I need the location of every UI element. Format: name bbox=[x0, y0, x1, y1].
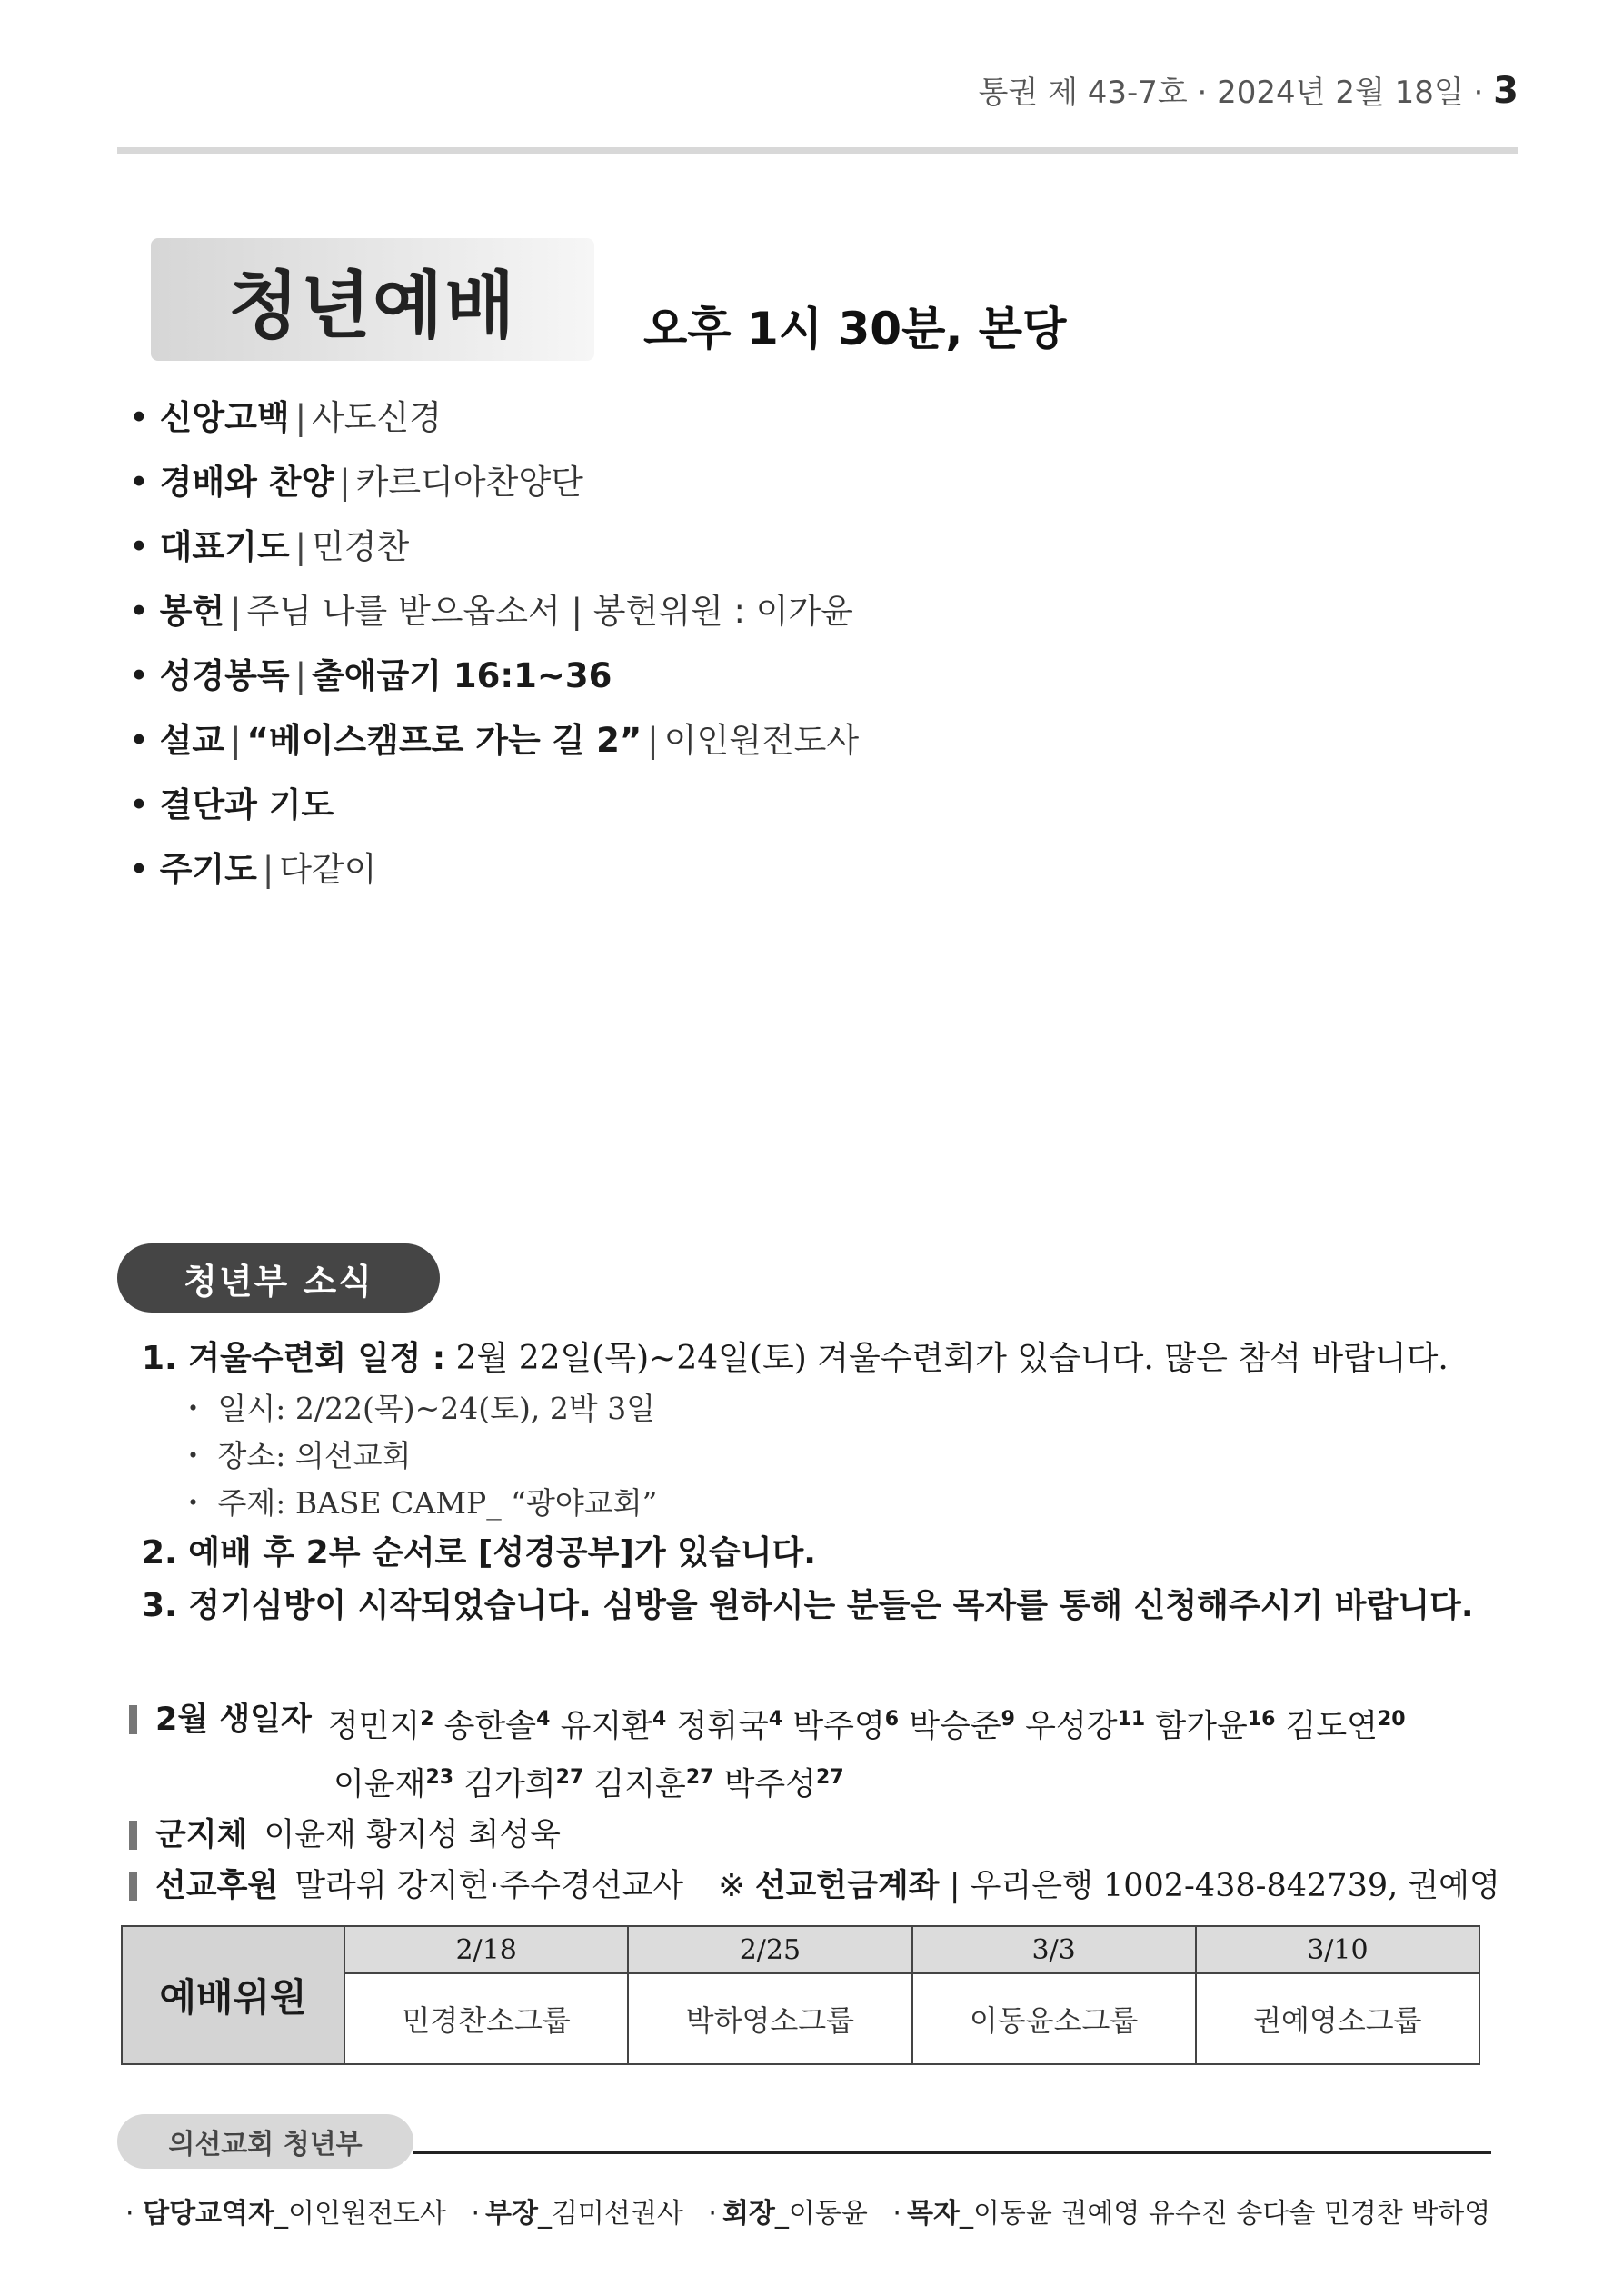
order-item: • 성경봉독 | 출애굽기 16:1~36 bbox=[129, 656, 612, 695]
duty-label: 예배위원 bbox=[122, 1926, 344, 2064]
issue-header bbox=[117, 67, 1518, 112]
order-item: • 설교 | “베이스캠프로 가는 길 2” | 이인원전도사 bbox=[129, 721, 860, 760]
birthday-row bbox=[129, 1694, 1538, 1752]
worship-time-place: 오후 1시 30분, 본당 bbox=[643, 303, 1067, 355]
order-detail: 출애굽기 16:1~36 bbox=[312, 656, 612, 695]
news-item bbox=[142, 1333, 1505, 1385]
account-label: 선교헌금계좌 bbox=[754, 1868, 940, 1905]
account-number: 우리은행 1002-438-842739, 권예영 bbox=[970, 1868, 1500, 1905]
duty-group: 권예영소그룹 bbox=[1196, 1973, 1479, 2064]
duty-date: 2/25 bbox=[628, 1926, 911, 1973]
account-note: ※ 선교헌금계좌 | 우리은행 1002-438-842739, 권예영 bbox=[718, 1868, 1500, 1905]
org-name-pill bbox=[117, 2114, 413, 2169]
order-detail: 카르디아찬양단 bbox=[355, 463, 583, 502]
military-names: 이윤재 황지성 최성욱 bbox=[264, 1817, 561, 1854]
table-row bbox=[122, 1926, 1479, 1973]
mission-names: 말라위 강지헌·주수경선교사 bbox=[294, 1868, 684, 1905]
footer-divider bbox=[413, 2151, 1491, 2154]
news-item: 2. 예배 후 2부 순서로 [성경공부]가 있습니다. bbox=[142, 1534, 816, 1572]
news-subitem: ・ 일시: 2/22(목)~24(토), 2박 3일 bbox=[178, 1391, 656, 1426]
staff-names: _이인원전도사 bbox=[274, 2198, 446, 2230]
duty-group: 이동윤소그룹 bbox=[912, 1973, 1196, 2064]
page-number: 3 bbox=[1493, 70, 1518, 112]
worship-title-box bbox=[151, 238, 594, 361]
staff-names: _이동윤 bbox=[774, 2198, 868, 2230]
order-label: 경배와 찬양 bbox=[159, 463, 334, 502]
order-item: • 주기도 | 다같이 bbox=[129, 850, 377, 889]
order-item: • 대표기도 | 민경찬 bbox=[129, 527, 410, 566]
bullet-bar bbox=[129, 1821, 137, 1850]
order-detail: 다같이 bbox=[279, 850, 377, 889]
order-detail: 민경찬 bbox=[312, 527, 410, 566]
order-label: 주기도 bbox=[159, 850, 257, 889]
order-label: 신앙고백 bbox=[159, 398, 290, 437]
order-label: 성경봉독 bbox=[159, 656, 290, 695]
news-item: 3. 정기심방이 시작되었습니다. 심방을 원하시는 분들은 목자를 통해 신청해주시기 바랍니다. bbox=[142, 1587, 1474, 1624]
news-list bbox=[142, 1333, 1505, 1632]
duty-group: 민경찬소그룹 bbox=[344, 1973, 628, 2064]
birthday-names-continued: 이윤재$^{23}$ 김가희$^{27}$ 김지훈$^{27}$ 박주성$^{27}$ bbox=[334, 1765, 844, 1803]
order-label: 결단과 기도 bbox=[159, 785, 334, 824]
mission-row bbox=[129, 1861, 1538, 1912]
order-detail: 사도신경 bbox=[312, 398, 442, 437]
news-item-text: 2월 22일(목)~24일(토) 겨울수련회가 있습니다. 많은 참석 바랍니다. bbox=[445, 1340, 1449, 1377]
duty-date: 3/3 bbox=[912, 1926, 1196, 1973]
duty-date: 3/10 bbox=[1196, 1926, 1479, 1973]
news-item-label: 1. 겨울수련회 일정 : bbox=[142, 1340, 446, 1377]
order-item: • 신앙고백 | 사도신경 bbox=[129, 398, 442, 437]
bullet-bar bbox=[129, 1705, 137, 1734]
staff-role: 담당교역자 bbox=[143, 2198, 274, 2230]
duty-group: 박하영소그룹 bbox=[628, 1973, 911, 2064]
birthday-names: 정민지$^2$ 송한솔$^4$ 유지환$^4$ 정휘국$^4$ 박주영$^6$ 박승준$^9$ 우성강$^{11}$ 함가윤$^{16}$ 김도연$^{20}$ bbox=[327, 1708, 1406, 1745]
order-label: 대표기도 bbox=[159, 527, 290, 566]
birthday-label: 2월 생일자 bbox=[155, 1702, 312, 1738]
staff-role: 부장 bbox=[484, 2198, 538, 2230]
worship-title: 청년예배 bbox=[228, 264, 517, 348]
military-row bbox=[129, 1810, 1538, 1861]
bullet-bar bbox=[129, 1872, 137, 1901]
worship-order-list bbox=[129, 393, 1401, 909]
order-item: • 결단과 기도 bbox=[129, 785, 334, 824]
sermon-title: “베이스캠프로 가는 길 2” bbox=[246, 721, 642, 760]
staff-list: · 담당교역자_이인원전도사 · 부장_김미선권사 · 회장_이동윤 · 목자_이동윤 권예영 유수진 송다솔 민경찬 박하영 bbox=[125, 2198, 1491, 2230]
news-subitem: ・ 장소: 의선교회 bbox=[178, 1438, 412, 1473]
order-item: • 경배와 찬양 | 카르디아찬양단 bbox=[129, 463, 583, 502]
worship-duty-table bbox=[121, 1925, 1480, 2065]
staff-role: 회장 bbox=[722, 2198, 775, 2230]
header-divider bbox=[117, 147, 1518, 154]
org-name: 의선교회 청년부 bbox=[168, 2129, 363, 2161]
military-label: 군지체 bbox=[155, 1817, 248, 1854]
order-detail: 이인원전도사 bbox=[663, 721, 860, 760]
order-label: 봉헌 bbox=[159, 592, 225, 631]
order-item: • 봉헌 | 주님 나를 받으옵소서 | 봉헌위원 : 이가윤 bbox=[129, 592, 853, 631]
staff-names: _김미선권사 bbox=[537, 2198, 683, 2230]
staff-role: 목자 bbox=[906, 2198, 960, 2230]
issue-info: 통권 제 43-7호 · 2024년 2월 18일 · bbox=[978, 75, 1494, 111]
mission-label: 선교후원 bbox=[155, 1868, 279, 1905]
order-label: 설교 bbox=[159, 721, 225, 760]
order-detail: 주님 나를 받으옵소서 | 봉헌위원 : 이가윤 bbox=[246, 592, 853, 631]
news-title: 청년부 소식 bbox=[184, 1261, 373, 1302]
staff-names: _이동윤 권예영 유수진 송다솔 민경찬 박하영 bbox=[959, 2198, 1491, 2230]
info-section bbox=[129, 1694, 1538, 1912]
news-section-title bbox=[117, 1243, 440, 1313]
duty-date: 2/18 bbox=[344, 1926, 628, 1973]
news-subitem: ・ 주제: BASE CAMP_ “광야교회” bbox=[178, 1485, 658, 1521]
